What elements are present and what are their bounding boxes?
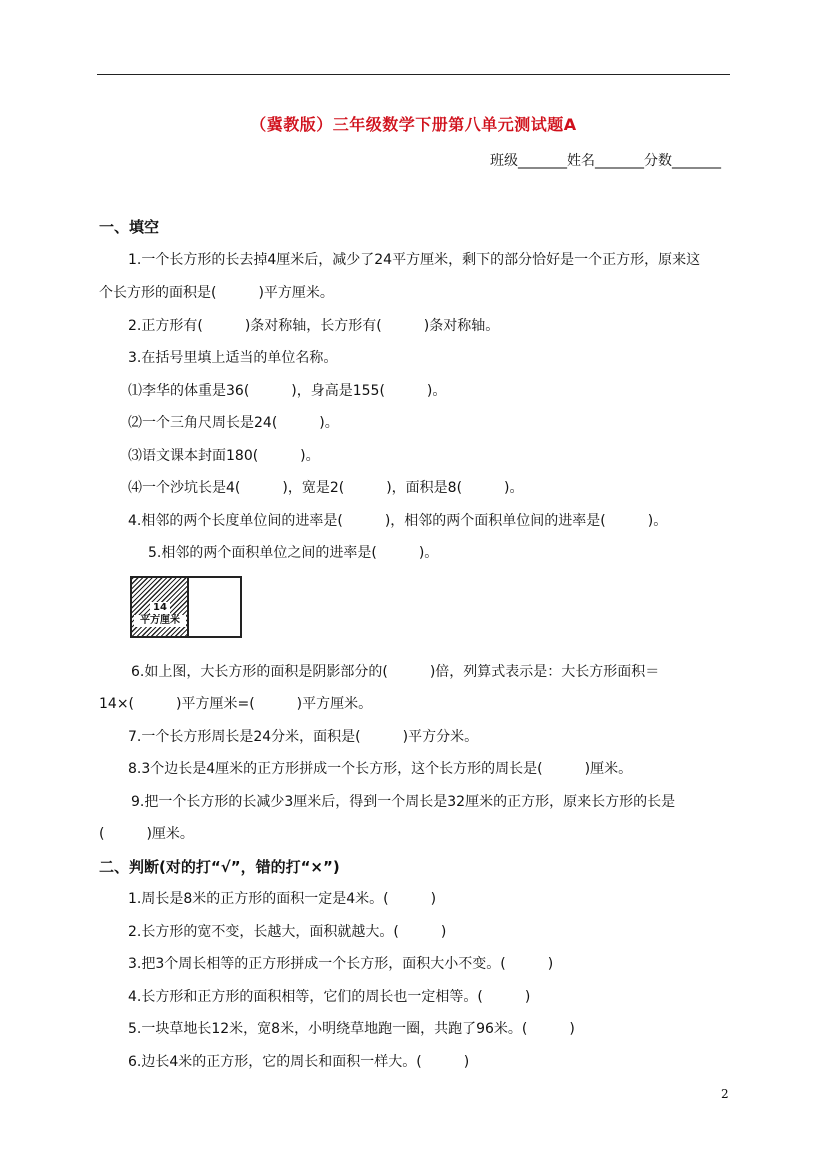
question-3-part-4: ⑷一个沙坑长是4( )，宽是2( )，面积是8( )。	[128, 480, 524, 496]
judge-item-3: 3.把3个周长相等的正方形拼成一个长方形，面积大小不变。( )	[128, 956, 554, 972]
judge-item-1: 1.周长是8米的正方形的面积一定是4米。( )	[128, 891, 437, 907]
question-3: 3.在括号里填上适当的单位名称。	[128, 350, 338, 366]
judge-item-4: 4.长方形和正方形的面积相等，它们的周长也一定相等。( )	[128, 989, 531, 1005]
question-3-part-3: ⑶语文课本封面180( )。	[128, 448, 320, 464]
question-1-line-2: 个长方形的面积是( )平方厘米。	[99, 285, 334, 301]
rectangle-figure	[130, 576, 242, 638]
shaded-area-unit: 平方厘米	[134, 615, 186, 627]
judge-item-2: 2.长方形的宽不变，长越大，面积就越大。( )	[128, 924, 447, 940]
section-heading-fill-blank: 一、填空	[99, 218, 160, 236]
question-4: 4.相邻的两个长度单位间的进率是( )，相邻的两个面积单位间的进率是( )。	[128, 513, 668, 529]
question-7: 7.一个长方形周长是24分米，面积是( )平方分米。	[128, 729, 479, 745]
question-9-line-1: 9.把一个长方形的长减少3厘米后，得到一个周长是32厘米的正方形，原来长方形的长是	[131, 794, 676, 810]
question-2: 2.正方形有( )条对称轴，长方形有( )条对称轴。	[128, 318, 500, 334]
page-title: （冀教版）三年级数学下册第八单元测试题A	[250, 115, 577, 134]
header-rule	[97, 74, 730, 75]
question-3-part-2: ⑵一个三角尺周长是24( )。	[128, 415, 339, 431]
judge-item-5: 5.一块草地长12米，宽8米，小明绕草地跑一圈，共跑了96米。( )	[128, 1021, 575, 1037]
judge-item-6: 6.边长4米的正方形，它的周长和面积一样大。( )	[128, 1054, 470, 1070]
question-1-line-1: 1.一个长方形的长去掉4厘米后，减少了24平方厘米，剩下的部分恰好是一个正方形，原来这	[128, 252, 701, 268]
question-6-line-2: 14×( )平方厘米=( )平方厘米。	[99, 696, 373, 712]
question-9-line-2: ( )厘米。	[99, 826, 194, 842]
question-8: 8.3个边长是4厘米的正方形拼成一个长方形，这个长方形的周长是( )厘米。	[128, 761, 633, 777]
page-number: 2	[721, 1087, 729, 1101]
section-heading-true-false: 二、判断(对的打“√”，错的打“×”)	[99, 858, 340, 876]
student-info-line: 班级_______姓名_______分数_______	[490, 153, 721, 169]
question-5: 5.相邻的两个面积单位之间的进率是( )。	[148, 545, 439, 561]
shaded-area-value: 14	[150, 602, 170, 614]
question-3-part-1: ⑴李华的体重是36( )，身高是155( )。	[128, 383, 447, 399]
question-6-line-1: 6.如上图，大长方形的面积是阴影部分的( )倍，列算式表示是：大长方形面积＝	[131, 664, 660, 680]
